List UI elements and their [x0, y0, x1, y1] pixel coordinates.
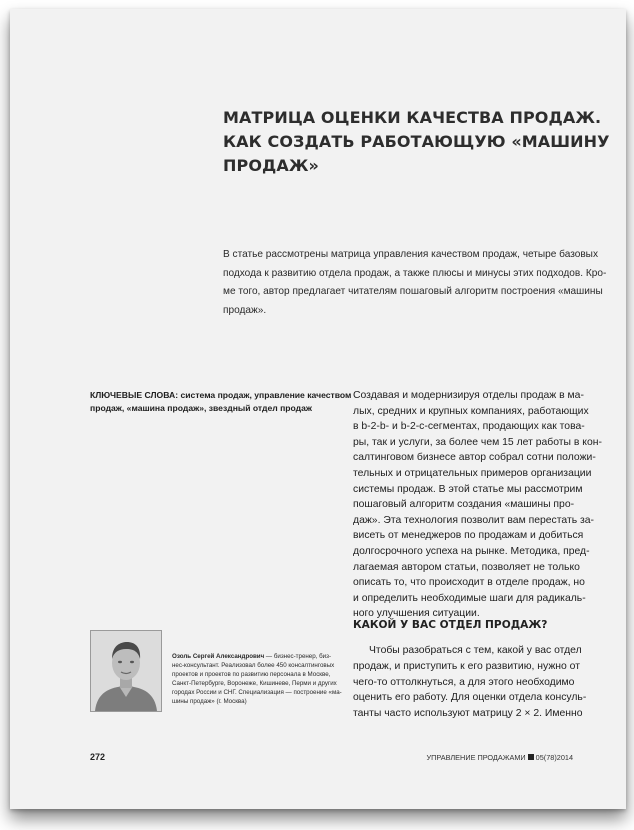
body-line: ного улучшения ситуации. — [353, 608, 480, 620]
body-line: оценить его работу. Для оценки отдела консуль- — [353, 692, 587, 704]
page-number: 272 — [90, 752, 106, 762]
body-line: долгосрочного успеха на рынке. Методика, пред- — [353, 545, 590, 557]
body-line: продаж, и приступить к его развитию, нужно от — [353, 660, 580, 672]
author-photo — [90, 630, 162, 712]
title-line: ПРОДАЖ» — [223, 156, 319, 175]
keywords — [90, 389, 352, 414]
section-paragraph — [353, 643, 598, 722]
intro-paragraph — [353, 388, 602, 622]
magazine-page — [10, 9, 626, 809]
author-bio-line: проектов и проектов по развитию персонала в Москве, — [172, 670, 331, 678]
author-bio-line: нес-консультант. Реализовал более 450 консалтинговых — [172, 661, 335, 669]
abstract-line: подхода к развитию отдела продаж, а также плюсы и минусы этих подходов. Кро- — [223, 267, 607, 279]
journal-name: УПРАВЛЕНИЕ ПРОДАЖАМИ — [426, 753, 526, 762]
author-bio-line — [172, 653, 342, 662]
journal-footer — [426, 753, 573, 762]
body-line: танты часто используют матрицу 2 × 2. Именно — [353, 708, 583, 720]
body-line: тельных и отрицательных примеров организации — [353, 467, 592, 479]
body-line: салтинговом бизнесе автор собрал сотни положи- — [353, 452, 596, 464]
article-title — [223, 106, 610, 178]
author-name: Озоль Сергей Александрович — [172, 653, 265, 660]
body-line: ры, так и услуги, за более чем 15 лет работы в кон- — [353, 436, 602, 448]
journal-issue: 05(78)2014 — [535, 753, 573, 762]
abstract-line: ме того, автор предлагает читателям пошаговый алгоритм построения «машины — [223, 286, 603, 297]
body-line: системы продаж. В этой статье мы рассмотрим — [353, 483, 583, 495]
abstract-line: продаж». — [223, 304, 267, 316]
author-bio-text: — бизнес-тренер, биз- — [264, 653, 332, 660]
article-abstract — [223, 246, 607, 320]
keywords-line: КЛЮЧЕВЫЕ СЛОВА: система продаж, управление качеством — [90, 390, 352, 400]
author-bio-line: городах России и СНГ. Специализация — построение «ма- — [172, 688, 342, 696]
body-line: чего-то оттолкнуться, а для этого необходимо — [353, 676, 575, 688]
keywords-line: продаж, «машина продаж», звездный отдел продаж — [90, 402, 313, 413]
body-line: в b-2-b- и b-2-c-сегментах, продающих как това- — [353, 421, 585, 433]
body-line: пошаговый алгоритм создания «машины про- — [353, 499, 575, 511]
body-line: Создавая и модернизируя отделы продаж в ма- — [353, 390, 584, 401]
section-heading: КАКОЙ У ВАС ОТДЕЛ ПРОДАЖ? — [353, 619, 548, 631]
author-bio-line: Санкт-Петербурге, Воронеже, Кишиневе, Перми и других — [172, 679, 337, 687]
square-bullet-icon — [528, 754, 534, 760]
abstract-line: В статье рассмотрены матрица управления качеством продаж, четыре базовых — [223, 249, 598, 260]
body-line: Чтобы разобраться с тем, какой у вас отдел — [369, 645, 582, 656]
body-line: описать то, что происходит в отделе продаж, но — [353, 577, 585, 589]
title-line: МАТРИЦА ОЦЕНКИ КАЧЕСТВА ПРОДАЖ. — [223, 108, 602, 127]
title-line: КАК СОЗДАТЬ РАБОТАЮЩУЮ «МАШИНУ — [223, 132, 610, 151]
body-line: висеть от менеджеров по продажам и добиться — [353, 530, 584, 542]
body-line: лых, средних и крупных компаниях, работающих — [353, 405, 589, 417]
body-line: и определить необходимые шаги для радикаль- — [353, 592, 586, 604]
author-bio-line: шины продаж» (г. Москва) — [172, 697, 247, 705]
body-line: даж». Эта технология позволит вам перестать за- — [353, 514, 595, 526]
body-line: лагаемая автором статьи, позволяет не только — [353, 561, 580, 573]
author-bio — [172, 653, 342, 706]
